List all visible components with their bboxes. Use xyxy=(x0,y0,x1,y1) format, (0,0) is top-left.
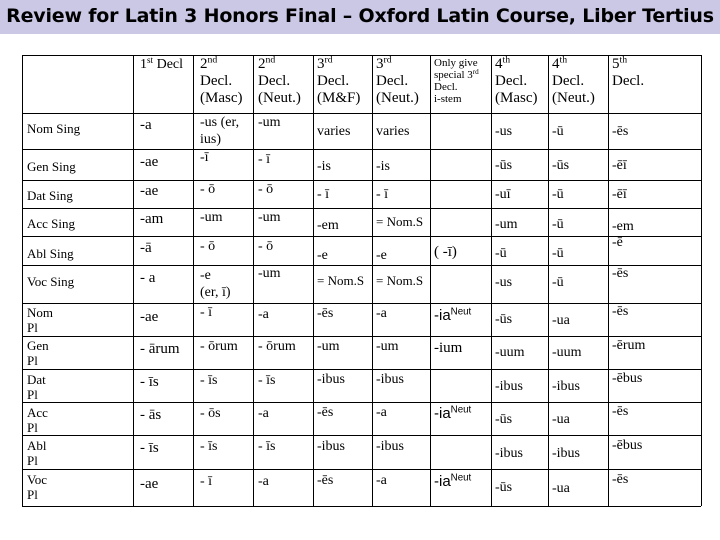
cell-dat-pl-3rd-mf: -ibus xyxy=(317,372,345,387)
cell-nom-pl-5th: -ēs xyxy=(612,304,629,319)
cell-dat-pl-3rd-neut: -ibus xyxy=(376,372,404,387)
cell-dat-pl-5th: -ēbus xyxy=(612,371,643,386)
cell-gen-pl-3rd-neut: -um xyxy=(376,339,399,354)
cell-voc-pl-5th: -ēs xyxy=(612,472,629,487)
grid-line xyxy=(22,55,23,506)
row-label-voc-sing: Voc Sing xyxy=(27,274,75,289)
cell-voc-pl-i-stem: $-ia^{Neut}$ xyxy=(434,472,472,490)
grid-line xyxy=(491,55,492,506)
cell-voc-pl-2nd-masc: - ī xyxy=(200,474,213,489)
cell-abl-pl-2nd-neut: - īs xyxy=(258,439,276,454)
cell-gen-sing-3rd-neut: -is xyxy=(376,159,390,174)
grid-line xyxy=(313,55,314,506)
cell-abl-sing-2nd-masc: - ō xyxy=(200,239,216,254)
page-title: Review for Latin 3 Honors Final – Oxford Latin Course, Liber Tertius xyxy=(6,5,714,27)
cell-dat-sing-1st: -ae xyxy=(140,183,159,199)
column-header-3rd-mf: 3rd Decl. (M&F) xyxy=(317,54,361,106)
cell-nom-pl-3rd-neut: -a xyxy=(376,306,387,321)
cell-acc-sing-4th-neut: -ū xyxy=(552,217,564,232)
cell-gen-sing-2nd-masc: -ī xyxy=(200,150,209,165)
cell-acc-pl-i-stem: $-ia^{Neut}$ xyxy=(434,404,472,422)
cell-abl-sing-4th-masc: -ū xyxy=(495,246,507,261)
cell-voc-sing-5th: -ēs xyxy=(612,266,629,281)
row-label-gen-sing: Gen Sing xyxy=(27,159,76,174)
cell-gen-sing-1st: -ae xyxy=(140,154,159,170)
cell-abl-pl-1st: - īs xyxy=(140,440,159,456)
grid-line xyxy=(22,435,701,436)
cell-gen-sing-2nd-neut: - ī xyxy=(258,152,271,167)
cell-gen-sing-5th: -ēī xyxy=(612,158,627,173)
cell-gen-pl-4th-masc: -uum xyxy=(495,345,525,360)
grid-line xyxy=(133,55,134,506)
grid-line xyxy=(193,55,194,506)
row-label-gen-pl: Gen Pl xyxy=(27,338,49,368)
grid-line xyxy=(430,55,431,506)
column-header-4th-masc: 4th Decl. (Masc) xyxy=(495,54,538,106)
row-label-acc-sing: Acc Sing xyxy=(27,216,76,231)
column-header-4th-neut: 4th Decl. (Neut.) xyxy=(552,54,595,106)
cell-abl-pl-4th-masc: -ibus xyxy=(495,446,523,461)
cell-abl-pl-5th: -ēbus xyxy=(612,438,643,453)
cell-voc-sing-2nd-neut: -um xyxy=(258,266,281,281)
grid-line xyxy=(22,236,701,237)
cell-acc-pl-4th-neut: -ua xyxy=(552,412,570,427)
grid-line xyxy=(22,303,701,304)
row-label-nom-pl: Nom Pl xyxy=(27,305,53,335)
cell-abl-sing-2nd-neut: - ō xyxy=(258,239,274,254)
cell-acc-sing-4th-masc: -um xyxy=(495,217,518,232)
row-label-dat-pl: Dat Pl xyxy=(27,372,46,402)
cell-gen-pl-i-stem: -ium xyxy=(434,340,463,356)
column-header-2nd-masc: 2nd Decl. (Masc) xyxy=(200,54,243,106)
cell-nom-sing-2nd-masc: -us (er, ius) xyxy=(200,115,240,147)
cell-gen-pl-4th-neut: -uum xyxy=(552,345,582,360)
cell-nom-sing-4th-masc: -us xyxy=(495,124,513,139)
cell-voc-sing-4th-masc: -us xyxy=(495,275,513,290)
cell-gen-pl-3rd-mf: -um xyxy=(317,339,340,354)
grid-line xyxy=(253,55,254,506)
cell-acc-pl-2nd-masc: - ōs xyxy=(200,406,221,421)
row-label-abl-sing: Abl Sing xyxy=(27,246,74,261)
cell-nom-pl-2nd-neut: -a xyxy=(258,307,269,322)
cell-voc-sing-3rd-neut: = Nom.S xyxy=(376,273,424,288)
cell-abl-sing-4th-neut: -ū xyxy=(552,246,564,261)
cell-abl-pl-4th-neut: -ibus xyxy=(552,446,580,461)
cell-dat-sing-2nd-neut: - ō xyxy=(258,182,274,197)
cell-nom-sing-3rd-neut: varies xyxy=(376,124,410,139)
grid-line xyxy=(22,506,701,507)
grid-line xyxy=(22,265,701,266)
cell-abl-pl-2nd-masc: - īs xyxy=(200,439,218,454)
cell-voc-sing-2nd-masc: -e (er, ī) xyxy=(200,268,231,300)
row-label-voc-pl: Voc Pl xyxy=(27,472,47,502)
cell-voc-pl-4th-neut: -ua xyxy=(552,481,570,496)
cell-voc-pl-3rd-neut: -a xyxy=(376,473,387,488)
column-header-5th: 5th Decl. xyxy=(612,54,645,89)
grid-line xyxy=(22,469,701,470)
cell-voc-sing-4th-neut: -ū xyxy=(552,275,564,290)
cell-acc-sing-1st: -am xyxy=(140,211,164,227)
cell-voc-pl-3rd-mf: -ēs xyxy=(317,473,334,488)
cell-nom-sing-1st: -a xyxy=(140,117,152,133)
cell-nom-sing-5th: -ēs xyxy=(612,124,629,139)
cell-acc-pl-4th-masc: -ūs xyxy=(495,412,513,427)
cell-acc-sing-2nd-neut: -um xyxy=(258,210,281,225)
cell-abl-pl-3rd-neut: -ibus xyxy=(376,439,404,454)
grid-line xyxy=(22,149,701,150)
cell-nom-sing-3rd-mf: varies xyxy=(317,124,351,139)
cell-gen-pl-5th: -ērum xyxy=(612,338,646,353)
cell-gen-pl-2nd-neut: - ōrum xyxy=(258,339,296,354)
column-header-3rd-i-stem: Only give special 3rd Decl. i-stem xyxy=(434,57,479,105)
grid-line xyxy=(22,55,701,56)
cell-voc-pl-4th-masc: -ūs xyxy=(495,480,513,495)
column-header-3rd-neut: 3rd Decl. (Neut.) xyxy=(376,54,419,106)
grid-line xyxy=(22,369,701,370)
cell-nom-pl-2nd-masc: - ī xyxy=(200,305,213,320)
column-header-1st-decl: 1st Decl xyxy=(140,55,184,72)
cell-abl-sing-1st: -ā xyxy=(140,240,152,256)
cell-abl-sing-3rd-neut: -e xyxy=(376,248,387,263)
cell-dat-sing-4th-neut: -ū xyxy=(552,187,564,202)
cell-gen-pl-2nd-masc: - ōrum xyxy=(200,339,238,354)
cell-acc-pl-5th: -ēs xyxy=(612,404,629,419)
cell-dat-sing-3rd-neut: - ī xyxy=(376,187,389,202)
grid-line xyxy=(22,180,701,181)
cell-dat-pl-2nd-masc: - īs xyxy=(200,373,218,388)
grid-line xyxy=(701,55,702,506)
grid-line xyxy=(22,208,701,209)
cell-nom-pl-1st: -ae xyxy=(140,309,159,325)
cell-acc-pl-3rd-neut: -a xyxy=(376,405,387,420)
grid-line xyxy=(372,55,373,506)
column-header-2nd-neut: 2nd Decl. (Neut.) xyxy=(258,54,301,106)
cell-dat-sing-4th-masc: -uī xyxy=(495,187,511,202)
row-label-acc-pl: Acc Pl xyxy=(27,405,48,435)
cell-dat-sing-5th: -ēī xyxy=(612,187,627,202)
cell-voc-sing-1st: - a xyxy=(140,270,156,286)
cell-nom-pl-i-stem: $-ia^{Neut}$ xyxy=(434,306,472,324)
cell-abl-sing-3rd-mf: -e xyxy=(317,248,328,263)
cell-nom-sing-2nd-neut: -um xyxy=(258,115,281,130)
row-label-abl-pl: Abl Pl xyxy=(27,438,47,468)
cell-dat-sing-2nd-masc: - ō xyxy=(200,182,216,197)
cell-voc-sing-3rd-mf: = Nom.S xyxy=(317,273,365,288)
cell-nom-pl-4th-neut: -ua xyxy=(552,313,570,328)
grid-line xyxy=(548,55,549,506)
grid-line xyxy=(22,113,701,114)
cell-acc-sing-3rd-neut: = Nom.S xyxy=(376,214,424,229)
cell-dat-pl-1st: - īs xyxy=(140,374,159,390)
cell-nom-pl-4th-masc: -ūs xyxy=(495,312,513,327)
cell-abl-pl-3rd-mf: -ibus xyxy=(317,439,345,454)
cell-dat-pl-2nd-neut: - īs xyxy=(258,373,276,388)
cell-dat-pl-4th-masc: -ibus xyxy=(495,379,523,394)
cell-abl-sing-i-stem: ( -ī) xyxy=(434,244,457,260)
cell-gen-sing-4th-masc: -ūs xyxy=(495,158,513,173)
cell-voc-pl-2nd-neut: -a xyxy=(258,474,269,489)
cell-acc-pl-3rd-mf: -ēs xyxy=(317,405,334,420)
grid-line xyxy=(608,55,609,506)
cell-nom-pl-3rd-mf: -ēs xyxy=(317,306,334,321)
cell-acc-pl-1st: - ās xyxy=(140,407,162,423)
row-label-nom-sing: Nom Sing xyxy=(27,121,81,136)
grid-line xyxy=(22,336,701,337)
cell-nom-sing-4th-neut: -ū xyxy=(552,124,564,139)
cell-acc-sing-3rd-mf: -em xyxy=(317,218,339,233)
cell-dat-pl-4th-neut: -ibus xyxy=(552,379,580,394)
cell-acc-pl-2nd-neut: -a xyxy=(258,406,269,421)
cell-gen-sing-3rd-mf: -is xyxy=(317,159,331,174)
cell-voc-pl-1st: -ae xyxy=(140,476,159,492)
cell-acc-sing-5th: -em -ē xyxy=(612,219,634,250)
cell-gen-pl-1st: - ārum xyxy=(140,341,180,357)
row-label-dat-sing: Dat Sing xyxy=(27,188,73,203)
cell-acc-sing-2nd-masc: -um xyxy=(200,210,223,225)
cell-gen-sing-4th-neut: -ūs xyxy=(552,158,570,173)
cell-dat-sing-3rd-mf: - ī xyxy=(317,187,330,202)
grid-line xyxy=(22,402,701,403)
